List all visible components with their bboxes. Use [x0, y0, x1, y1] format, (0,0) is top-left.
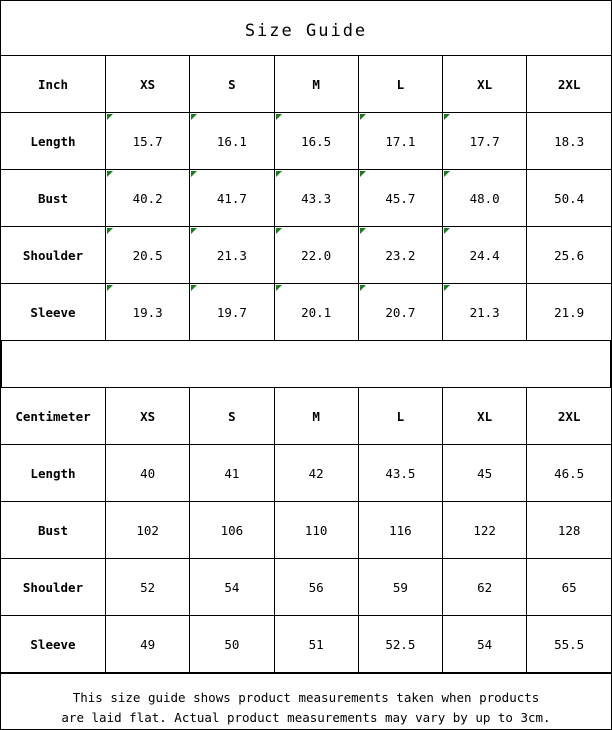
- cell-shoulder-s: 54: [190, 559, 274, 616]
- column-header-s: S: [190, 56, 274, 113]
- inch-size-table: [1, 55, 611, 341]
- centimeter-table-section: [1, 387, 611, 673]
- table-header-row: [1, 56, 611, 113]
- page-title: Size Guide: [244, 21, 368, 41]
- cell-shoulder-l: 59: [358, 559, 442, 616]
- cell-sleeve-l: 20.7: [358, 284, 442, 341]
- table-row: [1, 445, 611, 502]
- row-label-bust: Bust: [1, 502, 106, 559]
- cell-length-l: 17.1: [358, 113, 442, 170]
- cell-sleeve-xs: 49: [106, 616, 190, 673]
- cell-shoulder-s: 21.3: [190, 227, 274, 284]
- cell-shoulder-xl: 24.4: [443, 227, 527, 284]
- cell-sleeve-s: 19.7: [190, 284, 274, 341]
- unit-label-centimeter: Centimeter: [1, 388, 106, 445]
- table-row: [1, 170, 611, 227]
- cell-bust-m: 110: [274, 502, 358, 559]
- column-header-2xl: 2XL: [527, 56, 611, 113]
- cell-bust-s: 106: [190, 502, 274, 559]
- cell-sleeve-2xl: 55.5: [527, 616, 611, 673]
- table-row: [1, 113, 611, 170]
- cell-bust-xs: 102: [106, 502, 190, 559]
- cell-bust-xs: 40.2: [106, 170, 190, 227]
- table-row: [1, 502, 611, 559]
- cell-length-xl: 17.7: [443, 113, 527, 170]
- cell-bust-m: 43.3: [274, 170, 358, 227]
- cell-shoulder-2xl: 65: [527, 559, 611, 616]
- cell-length-l: 43.5: [358, 445, 442, 502]
- table-row: [1, 227, 611, 284]
- cell-shoulder-xs: 20.5: [106, 227, 190, 284]
- column-header-l: L: [358, 388, 442, 445]
- row-label-shoulder: Shoulder: [1, 559, 106, 616]
- cell-sleeve-s: 50: [190, 616, 274, 673]
- table-row: [1, 559, 611, 616]
- cell-length-s: 16.1: [190, 113, 274, 170]
- row-label-sleeve: Sleeve: [1, 616, 106, 673]
- cell-bust-l: 116: [358, 502, 442, 559]
- cell-sleeve-m: 20.1: [274, 284, 358, 341]
- column-header-m: M: [274, 388, 358, 445]
- cell-sleeve-m: 51: [274, 616, 358, 673]
- cell-bust-xl: 122: [443, 502, 527, 559]
- cell-bust-2xl: 128: [527, 502, 611, 559]
- inch-table-section: [1, 55, 611, 341]
- column-header-l: L: [358, 56, 442, 113]
- cell-length-xs: 15.7: [106, 113, 190, 170]
- column-header-xs: XS: [106, 56, 190, 113]
- cell-sleeve-xs: 19.3: [106, 284, 190, 341]
- row-label-bust: Bust: [1, 170, 106, 227]
- column-header-m: M: [274, 56, 358, 113]
- row-label-sleeve: Sleeve: [1, 284, 106, 341]
- cell-shoulder-2xl: 25.6: [527, 227, 611, 284]
- row-label-length: Length: [1, 113, 106, 170]
- cell-length-m: 42: [274, 445, 358, 502]
- cell-length-m: 16.5: [274, 113, 358, 170]
- column-header-2xl: 2XL: [527, 388, 611, 445]
- table-row: [1, 284, 611, 341]
- footer-line-2: are laid flat. Actual product measurements may vary by up to 3cm.: [61, 710, 551, 725]
- cell-shoulder-xs: 52: [106, 559, 190, 616]
- cell-shoulder-xl: 62: [443, 559, 527, 616]
- cell-shoulder-m: 22.0: [274, 227, 358, 284]
- cell-bust-2xl: 50.4: [527, 170, 611, 227]
- cell-length-2xl: 18.3: [527, 113, 611, 170]
- column-header-s: S: [190, 388, 274, 445]
- cell-length-xl: 45: [443, 445, 527, 502]
- cell-sleeve-l: 52.5: [358, 616, 442, 673]
- table-header-row: [1, 388, 611, 445]
- cell-length-2xl: 46.5: [527, 445, 611, 502]
- table-spacer: [1, 341, 611, 387]
- cell-length-s: 41: [190, 445, 274, 502]
- row-label-shoulder: Shoulder: [1, 227, 106, 284]
- cell-sleeve-xl: 21.3: [443, 284, 527, 341]
- footer-note: [1, 673, 611, 728]
- centimeter-size-table: [1, 387, 611, 673]
- cell-shoulder-l: 23.2: [358, 227, 442, 284]
- cell-bust-s: 41.7: [190, 170, 274, 227]
- unit-label-inch: Inch: [1, 56, 106, 113]
- cell-bust-l: 45.7: [358, 170, 442, 227]
- column-header-xs: XS: [106, 388, 190, 445]
- row-label-length: Length: [1, 445, 106, 502]
- footer-line-1: This size guide shows product measurements taken when products: [72, 690, 540, 705]
- column-header-xl: XL: [443, 388, 527, 445]
- cell-length-xs: 40: [106, 445, 190, 502]
- cell-bust-xl: 48.0: [443, 170, 527, 227]
- cell-shoulder-m: 56: [274, 559, 358, 616]
- column-header-xl: XL: [443, 56, 527, 113]
- cell-sleeve-xl: 54: [443, 616, 527, 673]
- table-row: [1, 616, 611, 673]
- cell-sleeve-2xl: 21.9: [527, 284, 611, 341]
